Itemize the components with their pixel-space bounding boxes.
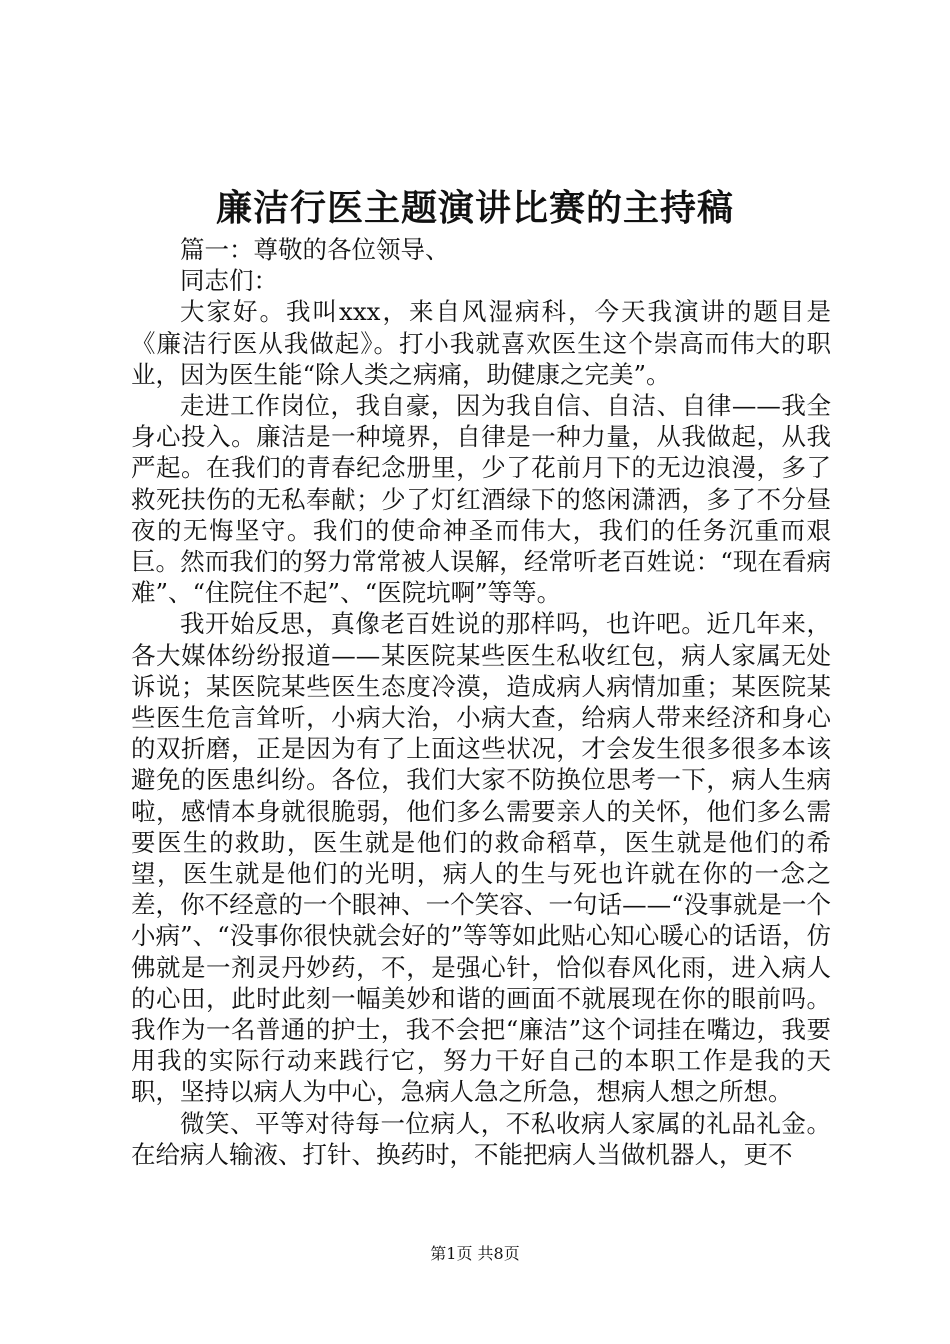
paragraph-greeting: 篇一：尊敬的各位领导、 (180, 235, 450, 264)
paragraph-smile: 微笑、平等对待每一位病人，不私收病人家属的礼品礼金。在给病人输液、打针、换药时，不能把病人当做机器人，更不 (131, 1108, 831, 1169)
page-number-footer: 第1页 共8页 (430, 1244, 520, 1263)
document-body (131, 234, 831, 1170)
paragraph-workplace: 走进工作岗位，我自豪，因为我自信、自洁、自律——我全身心投入。廉洁是一种境界，自律是一种力量，从我做起，从我严起。在我们的青春纪念册里，少了花前月下的无边浪漫，多了救死扶伤的无私奉献；少了灯红酒绿下的悠闲潇洒，多了不分昼夜的无悔坚守。我们的使命神圣而伟大，我们的任务沉重而艰巨。然而我们的努力常常被人误解，经常听老百姓说：“现在看病难”、“住院住不起”、“医院坑啊”等等。 (131, 391, 831, 608)
paragraph-introduction: 大家好。我叫xxx，来自风湿病科，今天我演讲的题目是《廉洁行医从我做起》。打小我就喜欢医生这个崇高而伟大的职业，因为医生能“除人类之病痛，助健康之完美”。 (131, 297, 831, 389)
paragraph-reflection: 我开始反思，真像老百姓说的那样吗，也许吧。近几年来，各大媒体纷纷报道——某医院某些医生私收红包，病人家属无处诉说；某医院某些医生态度冷漠，造成病人病情加重；某医院某些医生危言耸听，小病大治，小病大查，给病人带来经济和身心的双折磨，正是因为有了上面这些状况，才会发生很多很多本该避免的医患纠纷。各位，我们大家不防换位思考一下，病人生病啦，感情本身就很脆弱，他们多么需要亲人的关怀，他们多么需要医生的救助，医生就是他们的救命稻草，医生就是他们的希望，医生就是他们的光明，病人的生与死也许就在你的一念之差，你不经意的一个眼神、一个笑容、一句话——“没事就是一个小病”、“没事你很快就会好的”等等如此贴心知心暖心的话语，仿佛就是一剂灵丹妙药，不，是强心针，恰似春风化雨，进入病人的心田，此时此刻一幅美妙和谐的画面不就展现在你的眼前吗。我作为一名普通的护士，我不会把“廉洁”这个词挂在嘴边，我要用我的实际行动来践行它，努力干好自己的本职工作是我的天职，坚持以病人为中心，急病人急之所急，想病人想之所想。 (131, 609, 831, 1107)
document-title: 廉洁行医主题演讲比赛的主持稿 (215, 187, 734, 229)
paragraph-salutation: 同志们： (180, 266, 278, 296)
